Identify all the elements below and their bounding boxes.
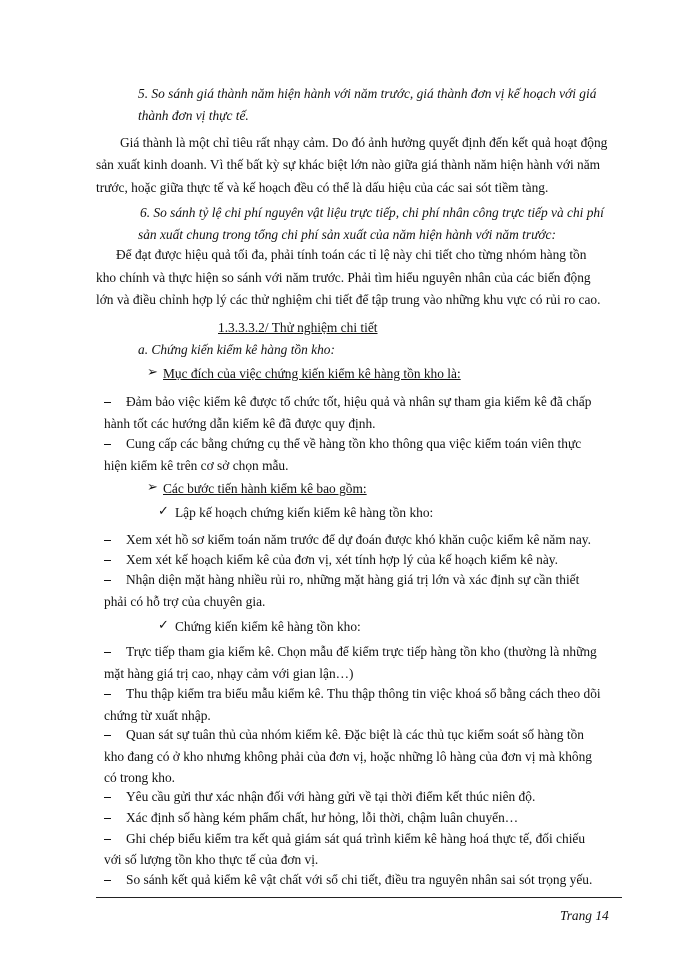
plan-title: Lập kế hoạch chứng kiến kiểm kê hàng tồn kho: [175,505,434,520]
paragraph2-line3: lớn và điều chỉnh hợp lý các thử nghiệm chi tiết để tập trung vào những khu vực có rủi ro cao. [96,292,601,307]
dash-bullet-icon [104,735,111,736]
witness-bullet2-line1: Thu thập kiểm tra biểu mẫu kiểm kê. Thu thập thông tin việc khoá sổ bằng cách theo dõi [126,686,601,701]
witness-title: Chứng kiến kiểm kê hàng tồn kho: [175,619,361,634]
witness-bullet6-line2: với số lượng tồn kho thực tế của đơn vị. [104,852,319,867]
dash-bullet-icon [104,560,111,561]
witness-bullet1-line1: Trực tiếp tham gia kiểm kê. Chọn mẫu để kiểm trực tiếp hàng tồn kho (thường là những [126,644,597,659]
dash-bullet-icon [104,839,111,840]
witness-bullet7: So sánh kết quả kiểm kê vật chất với sổ chi tiết, điều tra nguyên nhân sai sót trọng yếu. [126,872,593,887]
section6-line1: 6. So sánh tỷ lệ chi phí nguyên vật liệu trực tiếp, chi phí nhân công trực tiếp và chi phí [140,205,604,220]
paragraph2-line1: Để đạt được hiệu quả tối đa, phải tính toán các tỉ lệ này chi tiết cho từng nhóm hàng tồn [116,247,587,262]
witness-bullet6-line1: Ghi chép biểu kiểm tra kết quả giám sát quá trình kiểm kê hàng hoá thực tế, đối chiếu [126,831,586,846]
dash-bullet-icon [104,797,111,798]
dash-bullet-icon [104,580,111,581]
witness-bullet3-line2: kho đang có ở kho nhưng không phải của đơn vị, hoặc những lô hàng của đơn vị mà không [104,749,592,764]
witness-bullet3-line1: Quan sát sự tuân thủ của nhóm kiểm kê. Đặc biệt là các thủ tục kiểm soát số hàng tồn [126,727,584,742]
subsection-a-title: a. Chứng kiến kiểm kê hàng tồn kho: [138,342,335,357]
dash-bullet-icon [104,818,111,819]
witness-bullet3-line3: có trong kho. [104,770,176,785]
witness-bullet4: Yêu cầu gửi thư xác nhận đối với hàng gửi về tại thời điểm kết thúc niên độ. [126,789,536,804]
witness-bullet2-line2: chứng từ xuất nhập. [104,708,211,723]
checkmark-bullet-icon: ✓ [158,618,169,633]
paragraph1-line1: Giá thành là một chỉ tiêu rất nhạy cảm. Do đó ảnh hưởng quyết định đến kết quả hoạt động [120,135,608,150]
purpose-bullet2-line2: hiện kiểm kê trên cơ sở chọn mẫu. [104,458,289,473]
plan-bullet3-line2: phải có hỗ trợ của chuyên gia. [104,594,266,609]
plan-bullet3-line1: Nhận diện mặt hàng nhiều rủi ro, những mặt hàng giá trị lớn và xác định sự cần thiết [126,572,580,587]
footer-rule [96,897,622,898]
dash-bullet-icon [104,402,111,403]
witness-bullet1-line2: mặt hàng giá trị cao, nhạy cảm với gian lận…) [104,666,354,681]
page-number: Trang 14 [560,908,609,923]
arrow-bullet-icon: ➢ [147,365,158,380]
arrow-bullet-icon: ➢ [147,480,158,495]
purpose-bullet2-line1: Cung cấp các bằng chứng cụ thể về hàng tồn kho thông qua việc kiểm toán viên thực [126,436,582,451]
steps-title: Các bước tiến hành kiểm kê bao gồm: [163,481,367,496]
section-heading: 1.3.3.3.2/ Thử nghiệm chi tiết [218,320,378,335]
purpose-title: Mục đích của việc chứng kiến kiểm kê hàng tồn kho là: [163,366,461,381]
purpose-bullet1-line2: hành tốt các hướng dẫn kiểm kê đã được quy định. [104,416,376,431]
dash-bullet-icon [104,880,111,881]
purpose-bullet1-line1: Đảm bảo việc kiểm kê được tổ chức tốt, hiệu quả và nhân sự tham gia kiểm kê đã chấp [126,394,592,409]
paragraph2-line2: kho chính và thực hiện so sánh với năm trước. Phải tìm hiểu nguyên nhân của các biến động [96,270,591,285]
section5-line2: thành đơn vị thực tế. [138,108,249,123]
plan-bullet2: Xem xét kế hoạch kiểm kê của đơn vị, xét tính hợp lý của kế hoạch kiểm kê này. [126,552,558,567]
paragraph1-line2: sản xuất kinh doanh. Vì thế bất kỳ sự khác biệt lớn nào giữa giá thành năm hiện hành với năm [96,157,601,172]
witness-bullet5: Xác định số hàng kém phẩm chất, hư hỏng, lỗi thời, chậm luân chuyển… [126,810,519,825]
section5-line1: 5. So sánh giá thành năm hiện hành với năm trước, giá thành đơn vị kế hoạch với giá [138,86,597,101]
dash-bullet-icon [104,444,111,445]
dash-bullet-icon [104,694,111,695]
dash-bullet-icon [104,540,111,541]
paragraph1-line3: trước, hoặc giữa thực tế và kế hoạch đều có thể là dấu hiệu của các sai sót tiềm tàng. [96,180,549,195]
plan-bullet1: Xem xét hồ sơ kiểm toán năm trước để dự đoán được khó khăn cuộc kiểm kê năm nay. [126,532,591,547]
checkmark-bullet-icon: ✓ [158,504,169,519]
section6-line2: sản xuất chung trong tổng chi phí sản xuất của năm hiện hành với năm trước: [138,227,556,242]
dash-bullet-icon [104,652,111,653]
